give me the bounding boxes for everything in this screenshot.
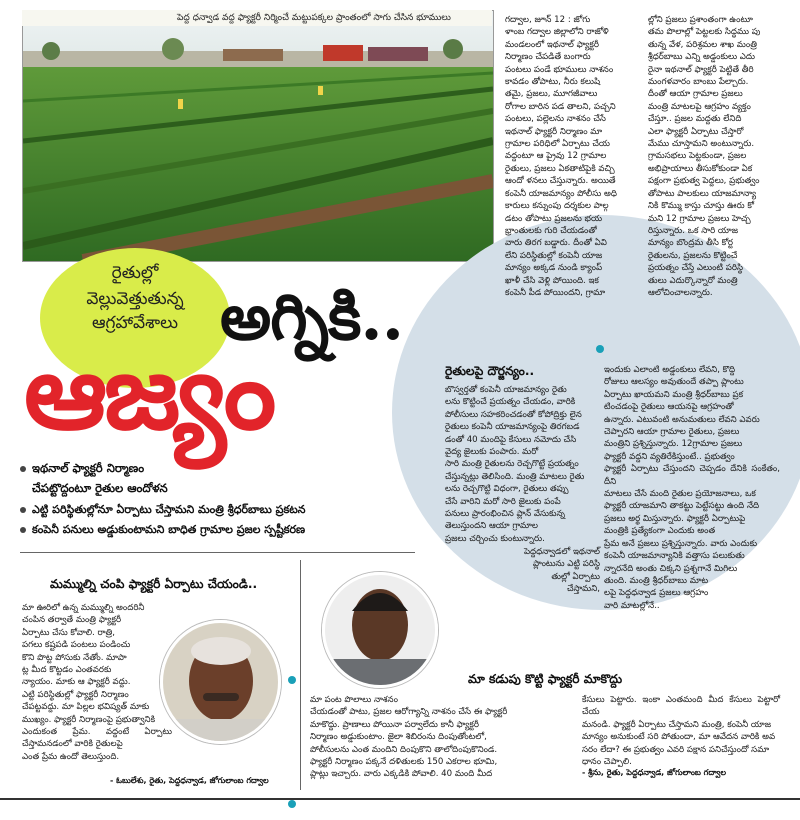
headline-part-2: ఆజ్యం bbox=[24, 330, 274, 453]
section1-left: బొస్వర్తతో కంపెనీ యాజమాన్యం రైతు లను కొట్టించే ప్రయత్నం చేయడం, వారికి పోలీసులు సహకరించడంతో కోపోద్రిక్తు లైన రైతులు కంపెనీ యాజమాన్యంపై తిరగబడ డంతో 40 మందిపై కేసులు నమోదు చేసి వైద్య జైలుకు పంపారు. మరో సారి మంత్రి రైతులను రెచ్చగొట్టే ప్రయత్నం చేస్తున్నట్లు తెలిసింది. మంత్రి మాటలు రైతు లను రెచ్చగొట్టి విధంగా, రైతులు తప్పు చేసే వారిని మరో సారి జైలుకు పంపే పనులు ప్రారంభించిన ప్లాన్ వేసుకున్న తెలుస్తుందని ఆయా గ్రామాల ప్రజలు చర్చించు కుంటున్నారు. bbox=[445, 385, 585, 544]
portrait-illustration bbox=[325, 575, 435, 685]
portrait-farmer-1 bbox=[160, 620, 281, 744]
bullet-dot-icon bbox=[20, 527, 26, 533]
section2-body: మా ఊరిలో ఉన్న మమ్ముల్ని అందరినీ చంపిన తర్వాతే మంత్రి ఫ్యాక్టరీ ఏర్పాటు చేసు కోవాలి. రాత్రి, పగలు కష్టపడి పంటలు పండించు కొని పొట్ట పోసుకు నేతోం. మాపా ట్ల మీద కొట్టడం ఎంతవరకు న్యాయం. మాకు ఆ ఫ్యాక్టరీ వద్దు. ఎట్టి పరిస్థితుల్లో ఫ్యాక్టరీ నిర్మాణం చేపట్టవద్దు. మా పిల్లల భవిష్యత్ మాకు ముఖ్యం. ఫ్యాక్టరీ నిర్మాణంపై ప్రభుత్వానికి ఎందుకంత ప్రేమ. వద్దంటే ఏర్పాటు చేస్తామనడంలో వారికి రైతులపై ఎంత ప్రేమ ఉందో తెలుస్తుంది. bbox=[22, 603, 172, 762]
section3-title: మా కడుపు కొట్టి ఫ్యాక్టరీ మాకొద్దు bbox=[468, 672, 623, 686]
section3-left: మా పంట పొలాలు నాశనం చేయడంతో పాటు, ప్రజల ఆరోగ్యాన్ని నాశనం చేసే ఈ ఫ్యాక్టరీ మాకొద్దు. ప్రాణాలు పోయినా పర్వాలేదు కానీ ఫ్యాక్టరీ నిర్మాణం అడ్డుకుంటాం. జైలా శిబిరంను దింపుతోంటలో, పోలీసులను ఎంత మందిని దింపుకొని తాలోదింపుకొనిండ. ఫ్యాక్టరీ నిర్మాణం పక్కనే దళితులకు 150 ఎకరాల భూమి, ప్లాట్లు ఇచ్చారు. వారు ఎక్కడికి పోవాలి. 40 మంది మీద bbox=[310, 695, 508, 780]
bullet-2: ఎట్టి పరిస్థితుల్లోనూ ఏర్పాటు చేస్తామని మంత్రి శ్రీధర్‌బాబు ప్రకటన bbox=[20, 502, 415, 518]
marker-dot-icon bbox=[288, 676, 296, 684]
bullet-1: ఇథనాల్ ఫ్యాక్టరీ నిర్మాణం bbox=[20, 460, 415, 476]
field-photo bbox=[22, 10, 494, 262]
kicker-line-1: రైతుల్లో bbox=[111, 263, 159, 283]
page-bottom-border bbox=[0, 798, 800, 800]
section1-left-tail: పెద్దధన్వాడలో ఇథనాల్ ప్లాంటును ఎట్టి పరిస్థి తుల్లో ఏర్పాటు చేస్తామని, bbox=[523, 547, 600, 595]
section3-byline: - శ్రీను, రైతు, పెద్దధన్వాడ, జోగులాంబ గద్వాల bbox=[582, 768, 726, 777]
bullet-dot-icon bbox=[20, 507, 26, 513]
bullet-1-cont: చేపట్టొద్దంటూ రైతుల ఆందోళన bbox=[32, 481, 168, 495]
section1-right: ఇందుకు ఎలాంటి అడ్డంకులు లేవని, కొద్ది రోజులు ఆలస్యం అవుతుందే తప్పా ప్లాంటు ఏర్పాటు ఖాయమని మంత్రి శ్రీధర్‌బాబు ప్రక టించడంపై రైతులు ఆయనపై ఆగ్రహంతో ఉన్నారు. ఎటువంటి అనుమతులు లేవని ఎవరు చెప్పారని ఆయా గ్రామాల రైతులు, ప్రజలు మంత్రిని ప్రశ్నిస్తున్నారు. 12గ్రామాల ప్రజలు ఫ్యాక్టరీ వద్దని వ్యతిరేకిస్తుంటే.. ప్రభుత్వం ఫ్యాక్టరీ ఏర్పాటు చేస్తుందని చెప్పడం దేనికి సంకేతం, దీని మాటలు చేసే మంది రైతుల ప్రయోజనాలు, ఒక ఫ్యాక్టరీ యాజమాని తాకట్టు పెట్టేసట్టు ఉంది నేది ప్రజలు అర్థ మిస్తున్నారు. ఫ్యాక్టరీ ఏర్పాటుపై మంత్రికి ప్రత్యేకంగా ఎందుకు అంత ప్రేమ అనే ప్రజలు ప్రశ్నిస్తున్నారు. వారు ఎందుకు కంపెనీ యాజమాన్యానికి వత్తాసు పలుకుతు న్నారనేది అంతు చిక్కని ప్రశ్నగానే మిగిలు తుంది. మంత్రి శ్రీధర్‌బాబు మాట లపై పెద్దధన్వాడ ప్రజలు ఆగ్రహం వారి మాటల్లోనే.. bbox=[604, 365, 780, 611]
field-illustration bbox=[23, 11, 493, 261]
kicker-line-2: వెల్లువెత్తుతున్న bbox=[86, 289, 184, 309]
bullet-dot-icon bbox=[20, 466, 26, 472]
section2-byline: - ఓబులేశు, రైతు, పెద్దధన్వాడ, జోగులాంబ గద్వాల bbox=[110, 776, 269, 785]
portrait-farmer-2 bbox=[322, 572, 438, 688]
headline-part-1: అగ్నికి.. bbox=[220, 280, 403, 355]
portrait-illustration bbox=[163, 623, 278, 741]
photo-caption: పెద్ద ధన్వాడ వద్ద ఫ్యాక్టరీ నిర్మించే మట్టుపక్కల ప్రాంతంలో సాగు చేసిన భూములు bbox=[22, 10, 492, 26]
divider bbox=[300, 560, 301, 790]
marker-dot-icon bbox=[288, 800, 296, 808]
section1-title: రైతులపై దౌర్జన్యం.. bbox=[445, 364, 535, 378]
kicker-line-3: ఆగ్రహావేశాలు bbox=[91, 313, 179, 333]
article-column-1: గద్వాల, జూన్ 12 : జోగు ళాంబ గద్వాల జిల్లాలోని రాజోళి మండలంలో ఇథనాల్ ఫ్యాక్టరీ నిర్మాణం చేపడితే బంగారు పంటలు పండే భూములు నాశనం కావడం తోపాటు, నీరు కలుషి తమై, ప్రజలు, మూగజీవాలు రోగాల బారిన పడ తాలని, పచ్చని పంటలు, పల్లెలను నాశనం చేసే ఇథనాల్ ఫ్యాక్టరీ నిర్మాణం మా గ్రామాల పరిధిలో ఏర్పాటు చేయ వద్దంటూ ఆ ప్రైవు 12 గ్రామాల రైతులు, ప్రజలు ఏకతాటిపైకి వచ్చి ఆందో ళనలు చేస్తున్నారు. అయితే కంపెనీ యాజమాన్యం పోలీసు అధి కారులు కన్నుంపు దర్శకుల పాల్గ డటం తోపాటు ప్రజలను భయ భ్రాంతులకు గురి చేయడంతో వారు తిరగ బడ్డారు. దీంతో ఏవి లేని పరిస్థితుల్లో కంపెనీ యాజ మాన్యం అక్కడ నుండి క్యాంప్ ఖాళీ చేసి వెళ్లి పోయింది. ఇక కంపెనీ పీడ పోయిందని, గ్రామా bbox=[505, 15, 617, 298]
divider bbox=[20, 552, 415, 553]
marker-dot-icon bbox=[596, 345, 604, 353]
bullet-3: కంపెనీ పనులు అడ్డుకుంటామని బాధిత గ్రామాల ప్రజల స్పష్టీకరణ bbox=[20, 522, 415, 538]
article-column-2: ల్లోని ప్రజలు ప్రశాంతంగా ఉంటూ తమ పొలాల్లో పెట్టలకు సిద్ధము పు తున్న వేళ, పరిశ్రమల శాఖ మంత్రి శ్రీధర్‌బాబు ఎన్ని అడ్డంకులు ఎదు రైనా ఇథనాల్ ఫ్యాక్టరీ పెట్టితే తీరి మంగళవారం బాంబు పేల్చారు. దీంతో ఆయా గ్రామాల ప్రజలు మంత్రి మాటలపై ఆగ్రహం వ్యక్తం చేస్తూ.. ప్రజల మద్దతు లేనిది ఎలా ఫ్యాక్టరీ ఏర్పాటు చేస్తారో మేము చూస్తామని అంటున్నారు. గ్రామసభలు పెట్టకుండా, ప్రజల అభిప్రాయాలు తీసుకోకుండా ఏక పక్షంగా ప్రభుత్వ పెద్దలు, ప్రభుత్వం తోపాటు పాలకులు యాజమాన్యా నికి కొమ్ము కాస్తు చూస్తు ఊరు కో మని 12 గ్రామాల ప్రజలు హెచ్చ రిస్తున్నారు. ఒక సారి యాజ మాన్యం బొంద్రమ తీసి కోర్ట రైతులను, ప్రజలను కొట్టించే ప్రయత్నం చేస్తే ఎలుంటి పరిస్థి తులు ఎదుర్కొన్నారో మంత్రి ఆలోచించాలన్నారు. bbox=[648, 15, 761, 298]
section2-title: మమ్ముల్ని చంపి ఫ్యాక్టరీ ఏర్పాటు చేయండి.. bbox=[50, 577, 258, 591]
section3-right: కేసులు పెట్టారు. ఇంకా ఎంతమంది మీద కేసులు పెట్టారో చేయ మనండి. ఫ్యాక్టరీ ఏర్పాటు చేస్తామని మంత్రి, కంపెనీ యాజ మాన్యం అనుకుంటే సరి పోతుందా, మా ఆవేదన వారికి అవ సరం లేదా? ఈ ప్రభుత్వం ఎవరి పక్షాన పనిచేస్తుందో సమా ధానం చెప్పాలి. bbox=[582, 695, 780, 768]
